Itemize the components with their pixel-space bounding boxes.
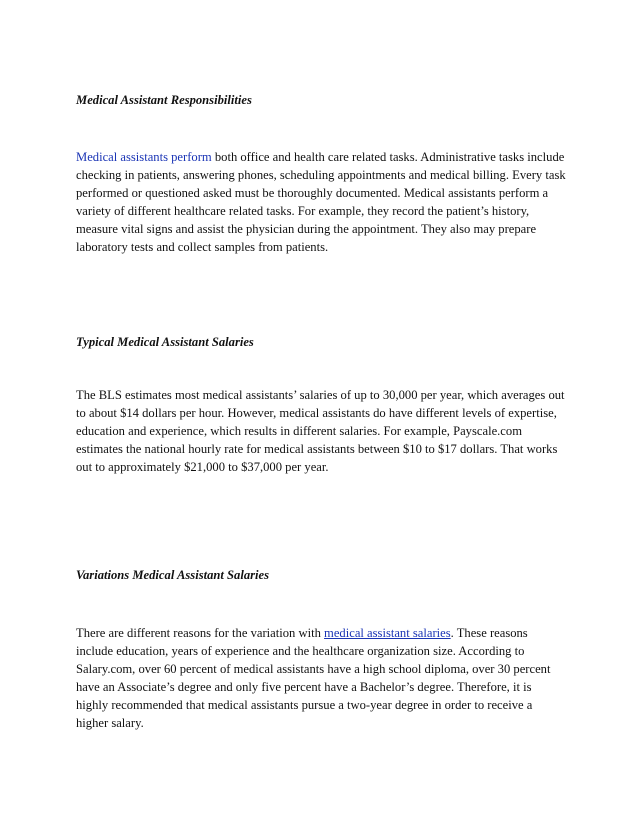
- paragraph-line: out to approximately $21,000 to $37,000 per year.: [76, 460, 329, 474]
- line-text: both office and health care related tasks. Administrative tasks include: [211, 150, 565, 164]
- paragraph-line: The BLS estimates most medical assistants’ salaries of up to 30,000 per year, which averages out: [76, 388, 565, 402]
- paragraph-line: to about $14 dollars per hour. However, medical assistants do have different levels of expertise,: [76, 406, 557, 420]
- section-heading-responsibilities: Medical Assistant Responsibilities: [76, 93, 252, 107]
- paragraph-line: [76, 148, 574, 166]
- medical-assistants-perform-link[interactable]: Medical assistants perform: [76, 150, 212, 164]
- section-heading-variations-salaries: Variations Medical Assistant Salaries: [76, 568, 270, 582]
- paragraph-line: performed or questioned asked must be thoroughly documented. Medical assistants perform a: [76, 186, 549, 200]
- paragraph-line: laboratory tests and collect samples from patients.: [76, 240, 329, 254]
- paragraph-line: include education, years of experience and the healthcare organization size. According to: [76, 644, 525, 658]
- section-heading-typical-salaries: Typical Medical Assistant Salaries: [76, 335, 254, 349]
- paragraph-line: [76, 624, 574, 642]
- paragraph-line: variety of different healthcare related tasks. For example, they record the patient’s history,: [76, 204, 530, 218]
- paragraph-line: highly recommended that medical assistants pursue a two-year degree in order to receive a: [76, 698, 533, 712]
- paragraph-line: measure vital signs and assist the physician during the appointment. They also may prepare: [76, 222, 537, 236]
- paragraph-line: Salary.com, over 60 percent of medical assistants have a high school diploma, over 30 percent: [76, 662, 551, 676]
- medical-assistant-salaries-link[interactable]: medical assistant salaries: [324, 626, 451, 640]
- line-text: There are different reasons for the variation with: [76, 626, 325, 640]
- paragraph-line: higher salary.: [76, 716, 144, 730]
- paragraph-responsibilities: [76, 148, 574, 256]
- paragraph-line: checking in patients, answering phones, scheduling appointments and medical billing. Every task: [76, 168, 566, 182]
- paragraph-typical-salaries: [76, 386, 574, 476]
- paragraph-line: education and experience, which results in different salaries. For example, Payscale.com: [76, 424, 522, 438]
- paragraph-line: have an Associate’s degree and only five percent have a Bachelor’s degree. Therefore, it is: [76, 680, 532, 694]
- line-text: . These reasons: [450, 626, 528, 640]
- paragraph-variations-salaries: [76, 624, 574, 732]
- paragraph-line: estimates the national hourly rate for medical assistants between $10 to $17 dollars. That works: [76, 442, 558, 456]
